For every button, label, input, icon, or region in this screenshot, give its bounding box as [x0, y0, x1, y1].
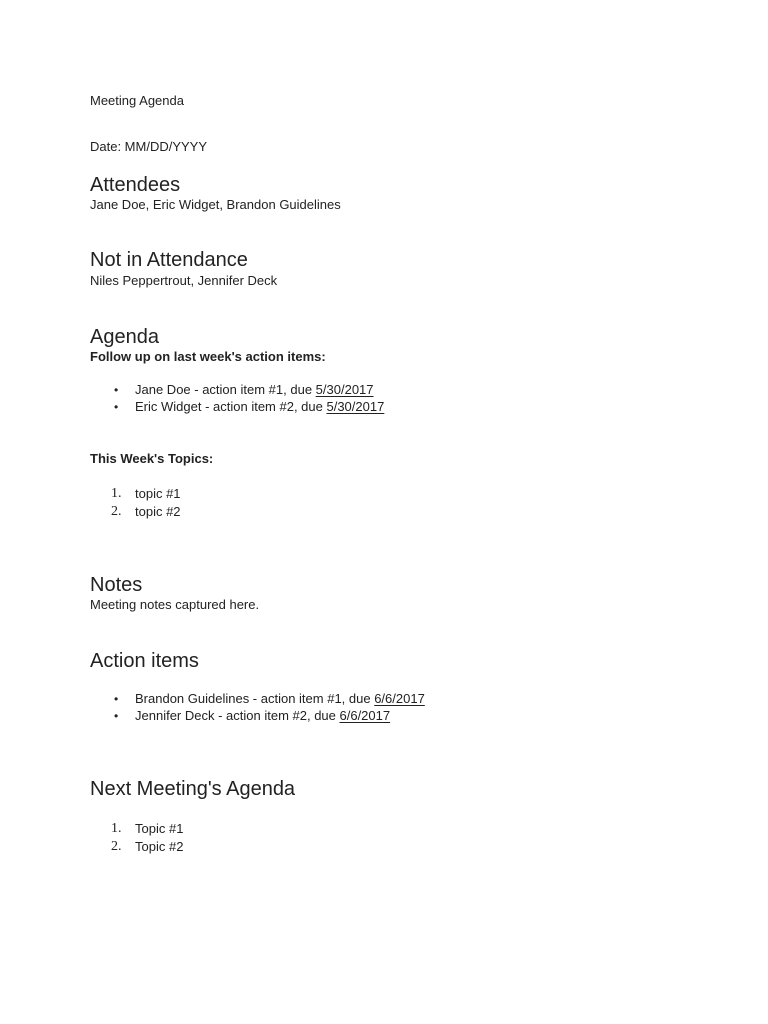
due-date[interactable]: 6/6/2017	[339, 708, 391, 723]
due-date[interactable]: 5/30/2017	[315, 382, 374, 397]
topics-label: This Week's Topics:	[90, 451, 214, 466]
list-number: 2.	[111, 504, 122, 519]
next-meeting-heading: Next Meeting's Agenda	[90, 778, 296, 800]
list-number: 1.	[111, 821, 122, 836]
followup-label: Follow up on last week's action items:	[90, 349, 326, 364]
action-items-heading: Action items	[90, 650, 199, 672]
due-date[interactable]: 5/30/2017	[326, 399, 385, 414]
list-item: 2. Topic #2	[111, 839, 184, 854]
list-item: 2. topic #2	[111, 504, 181, 519]
notes-text: Meeting notes captured here.	[90, 597, 260, 612]
bullet-icon: •	[114, 400, 119, 414]
attendees-list: Jane Doe, Eric Widget, Brandon Guidelines	[90, 197, 341, 212]
list-item: • Jane Doe - action item #1, due 5/30/2017	[114, 382, 374, 397]
list-item: 1. topic #1	[111, 486, 181, 501]
list-item: • Brandon Guidelines - action item #1, due 6/6/2017	[114, 691, 425, 706]
not-in-attendance-heading: Not in Attendance	[90, 249, 248, 271]
notes-heading: Notes	[90, 574, 143, 596]
attendees-heading: Attendees	[90, 174, 181, 196]
due-date[interactable]: 6/6/2017	[374, 691, 425, 706]
list-item: 1. Topic #1	[111, 821, 184, 836]
bullet-icon: •	[114, 383, 119, 397]
list-item: • Jennifer Deck - action item #2, due 6/6/2017	[114, 708, 391, 723]
list-number: 2.	[111, 839, 122, 854]
bullet-icon: •	[114, 692, 119, 706]
agenda-heading: Agenda	[90, 326, 159, 348]
list-number: 1.	[111, 486, 122, 501]
date-line: Date: MM/DD/YYYY	[90, 139, 208, 154]
document-title: Meeting Agenda	[90, 93, 184, 108]
list-item: • Eric Widget - action item #2, due 5/30/2017	[114, 399, 385, 414]
not-in-attendance-list: Niles Peppertrout, Jennifer Deck	[90, 273, 278, 288]
bullet-icon: •	[114, 709, 119, 723]
